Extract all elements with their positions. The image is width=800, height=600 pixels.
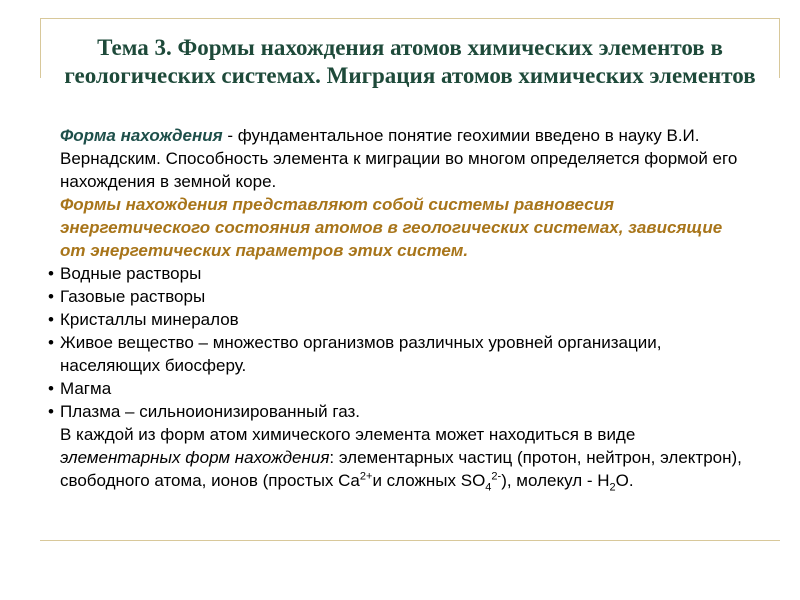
list-item: • Магма <box>48 377 748 400</box>
forms-list <box>48 262 748 423</box>
ca-charge: 2+ <box>359 470 373 483</box>
slide-title: Тема 3. Формы нахождения атомов химических элементов в геологических системах. Миграция атомов химических элементов <box>64 35 756 88</box>
frame-top-line <box>40 18 780 19</box>
list-item: • Плазма – сильноионизированный газ. <box>48 400 748 423</box>
so4-charge: 2- <box>491 470 502 483</box>
closing-part1: В каждой из форм атом химического элемента может находиться в виде <box>60 425 636 444</box>
slide-content <box>48 124 748 492</box>
list-item: • Кристаллы минералов <box>48 308 748 331</box>
so4-subscript: 4 <box>485 481 492 494</box>
closing-part2: : элементарных частиц (протон, нейтрон, электрон), свободного атома, ионов (простых Ca <box>60 448 742 490</box>
frame-bottom-line <box>40 540 780 541</box>
frame-left-line <box>40 18 41 78</box>
closing-part4: ), молекул - H <box>501 471 610 490</box>
closing-part3: и сложных SO <box>372 471 486 490</box>
intro-text: - фундаментальное понятие геохимии введено в науку В.И. Вернадским. Способность элемента к миграции во многом определяется формой его нахождения в земной коре. <box>60 126 738 191</box>
intro-paragraph <box>48 124 748 193</box>
closing-part5: O. <box>615 471 634 490</box>
intro-term: Форма нахождения <box>60 126 223 145</box>
list-item: • Газовые растворы <box>48 285 748 308</box>
definition-paragraph: Формы нахождения представляют собой системы равновесия энергетического состояния атомов в геологических системах, зависящие от энергетических параметров этих систем. <box>60 195 723 260</box>
list-item: • Живое вещество – множество организмов различных уровней организации, населяющих биосферу. <box>48 331 748 377</box>
list-item: • Водные растворы <box>48 262 748 285</box>
closing-paragraph <box>48 423 748 492</box>
elementary-forms-term: элементарных форм нахождения <box>60 448 330 467</box>
h2o-subscript: 2 <box>609 481 616 494</box>
frame-right-line <box>779 18 780 78</box>
